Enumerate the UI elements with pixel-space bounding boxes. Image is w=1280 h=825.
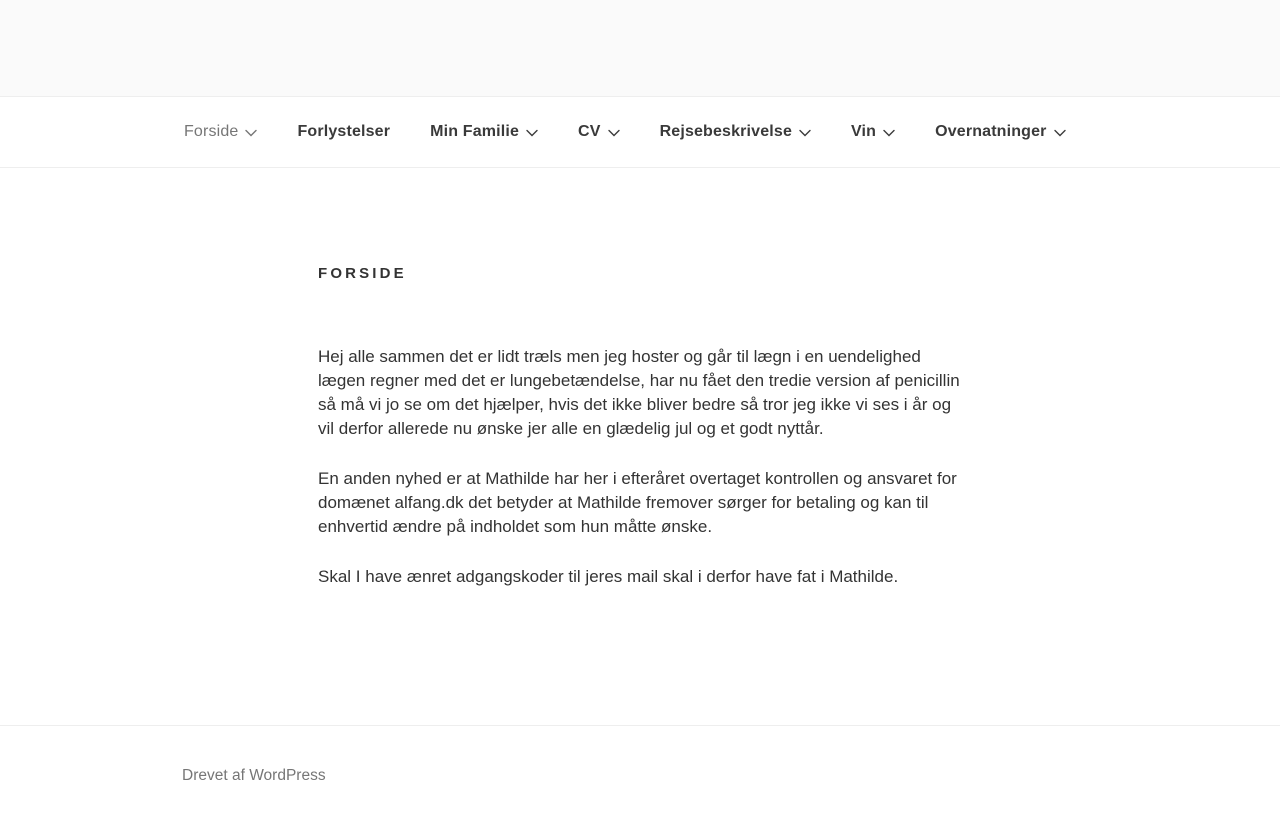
body-paragraph: Hej alle sammen det er lidt træls men jeg hoster og går til lægn i en uendelighed lægen regner med det er lungebetændelse, har nu fået den tredie version af penicillin så må vi jo se om det hjælper, hvis det ikke bliver bedre så tror jeg ikke vi ses i år og vil derfor allerede nu ønske jer alle en glædelig jul og et godt nyttår. xyxy=(318,347,960,438)
chevron-down-icon xyxy=(245,129,257,137)
footer-wrap xyxy=(140,726,1140,825)
nav-link[interactable] xyxy=(831,99,915,165)
nav-link-label: Forlystelser xyxy=(297,123,391,140)
nav-link[interactable] xyxy=(410,99,558,165)
site-header xyxy=(0,0,1280,97)
page-article xyxy=(270,168,1010,589)
chevron-down-icon xyxy=(883,129,895,137)
powered-by-wordpress-link[interactable]: Drevet af WordPress xyxy=(182,767,326,784)
nav-item xyxy=(184,99,277,165)
chevron-down-icon xyxy=(1054,129,1066,137)
nav-item xyxy=(558,99,640,165)
nav-item xyxy=(277,99,410,165)
entry-header xyxy=(318,266,962,281)
site-info xyxy=(182,767,1098,785)
top-navigation xyxy=(0,97,1280,168)
nav-link-label: CV xyxy=(578,123,601,140)
nav-link[interactable] xyxy=(277,99,410,165)
entry-content xyxy=(318,345,962,589)
chevron-down-icon xyxy=(608,129,620,137)
nav-wrap xyxy=(140,99,1140,165)
nav-item xyxy=(831,99,915,165)
nav-link-label: Forside xyxy=(184,123,239,140)
site-main xyxy=(0,168,1280,725)
nav-link[interactable] xyxy=(558,99,640,165)
site-footer xyxy=(0,725,1280,825)
page-title: FORSIDE xyxy=(318,265,407,282)
nav-link-label: Rejsebeskrivelse xyxy=(659,123,792,140)
main-menu xyxy=(184,99,1096,165)
nav-item xyxy=(410,99,558,165)
nav-link-label: Vin xyxy=(851,123,877,140)
chevron-down-icon xyxy=(799,129,811,137)
nav-item xyxy=(640,99,831,165)
body-paragraph: En anden nyhed er at Mathilde har her i efteråret overtaget kontrollen og ansvaret for domænet alfang.dk det betyder at Mathilde fremover sørger for betaling og kan til enhvertid ændre på indholdet som hun måtte ønske. xyxy=(318,469,957,536)
nav-item xyxy=(915,99,1085,165)
nav-link[interactable] xyxy=(640,99,831,165)
chevron-down-icon xyxy=(526,129,538,137)
nav-list xyxy=(184,99,1096,165)
body-paragraph: Skal I have ænret adgangskoder til jeres mail skal i derfor have fat i Mathilde. xyxy=(318,567,899,586)
nav-link-label: Overnatninger xyxy=(935,123,1047,140)
nav-link-label: Min Familie xyxy=(430,123,520,140)
nav-link[interactable] xyxy=(915,99,1085,165)
nav-link[interactable] xyxy=(184,99,277,165)
